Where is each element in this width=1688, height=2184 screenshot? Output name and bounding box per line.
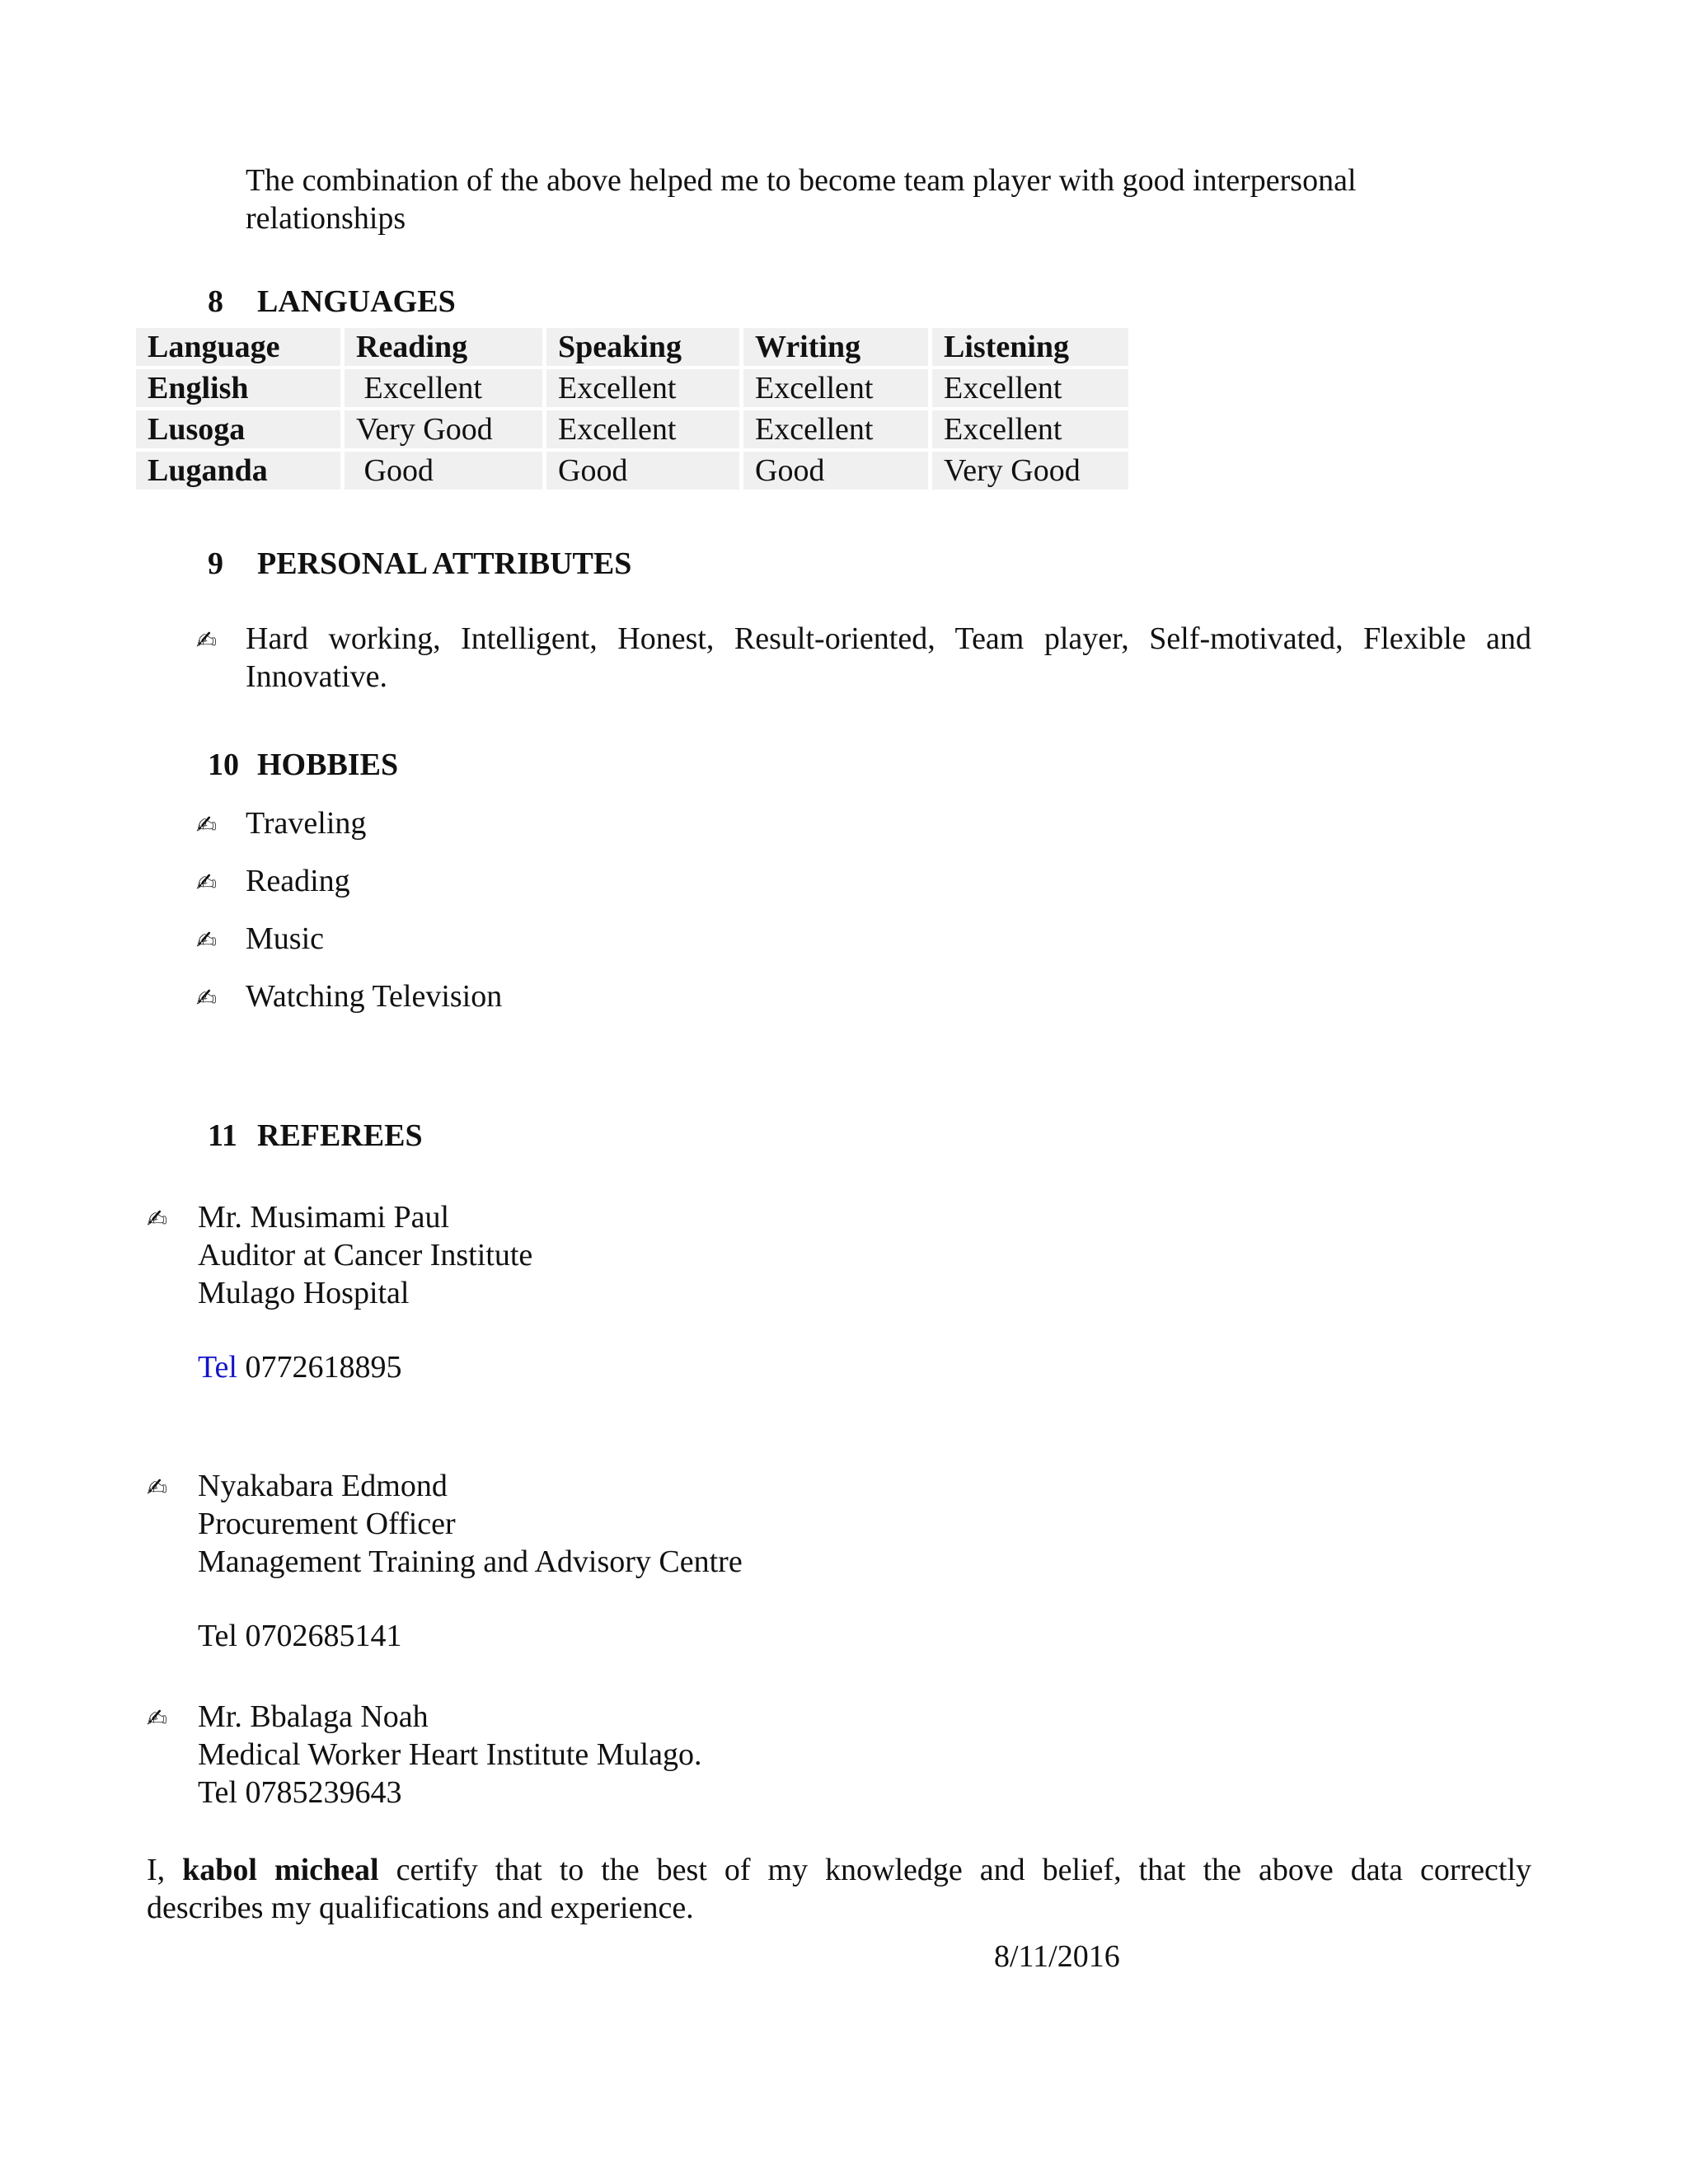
section-number: 11 bbox=[208, 1118, 237, 1153]
table-row bbox=[136, 452, 1128, 490]
languages-heading bbox=[208, 284, 456, 320]
section-title: LANGUAGES bbox=[257, 284, 456, 319]
table-cell: Good bbox=[743, 452, 928, 490]
certification-line-1: I, kabol micheal certify that to the best of my knowledge and belief, that the above data correctly bbox=[147, 1853, 1532, 1887]
table-row bbox=[136, 369, 1128, 407]
section-number: 9 bbox=[208, 546, 223, 581]
language-name: English bbox=[136, 369, 340, 407]
list-item: ✍ Traveling bbox=[196, 804, 366, 845]
table-cell: Good bbox=[345, 452, 542, 490]
hobbies-heading bbox=[208, 747, 398, 783]
table-cell: Excellent bbox=[546, 410, 739, 448]
attributes-line-2: Innovative. bbox=[246, 659, 388, 694]
header-cell: Writing bbox=[743, 328, 928, 366]
referee-phone: Tel 0702685141 bbox=[198, 1619, 402, 1653]
writing-hand-icon: ✍ bbox=[196, 926, 218, 955]
attributes-heading bbox=[208, 546, 631, 582]
writing-hand-icon: ✍ bbox=[147, 1474, 168, 1502]
language-name: Luganda bbox=[136, 452, 340, 490]
section-title: PERSONAL ATTRIBUTES bbox=[257, 546, 632, 581]
table-cell: Excellent bbox=[546, 369, 739, 407]
referee-name: Nyakabara Edmond bbox=[198, 1469, 448, 1503]
referee-role: Auditor at Cancer Institute bbox=[198, 1238, 533, 1272]
referee-name: Mr. Musimami Paul bbox=[198, 1200, 450, 1235]
section-title: REFEREES bbox=[257, 1118, 423, 1153]
header-cell: Listening bbox=[932, 328, 1128, 366]
certification-line-2: describes my qualifications and experience. bbox=[147, 1891, 694, 1925]
attributes-item bbox=[196, 620, 1531, 694]
header-cell: Speaking bbox=[546, 328, 739, 366]
section-title: HOBBIES bbox=[257, 748, 399, 782]
intro-line-2: relationships bbox=[246, 201, 406, 236]
referee-org: Mulago Hospital bbox=[198, 1276, 410, 1310]
referee-role: Medical Worker Heart Institute Mulago. bbox=[198, 1737, 702, 1772]
table-cell: Excellent bbox=[345, 369, 542, 407]
header-cell: Reading bbox=[345, 328, 542, 366]
section-number: 8 bbox=[208, 284, 223, 319]
referee-phone: Tel 0785239643 bbox=[198, 1775, 402, 1810]
header-cell: Language bbox=[136, 328, 340, 366]
table-row bbox=[136, 410, 1128, 448]
table-cell: Excellent bbox=[743, 369, 928, 407]
referee-name: Mr. Bbalaga Noah bbox=[198, 1699, 429, 1734]
referee-entry bbox=[147, 1698, 702, 1810]
referee-org: Management Training and Advisory Centre bbox=[198, 1544, 743, 1579]
section-number: 10 bbox=[208, 748, 239, 782]
tel-link[interactable]: Tel bbox=[198, 1350, 237, 1385]
list-item: ✍ Reading bbox=[196, 862, 350, 902]
intro-paragraph bbox=[246, 162, 1482, 237]
writing-hand-icon: ✍ bbox=[196, 626, 218, 655]
language-name: Lusoga bbox=[136, 410, 340, 448]
table-cell: Excellent bbox=[743, 410, 928, 448]
languages-table bbox=[132, 325, 1132, 493]
list-item: ✍ Watching Television bbox=[196, 977, 502, 1018]
writing-hand-icon: ✍ bbox=[147, 1704, 168, 1733]
certification bbox=[147, 1851, 1531, 1927]
table-cell: Good bbox=[546, 452, 739, 490]
writing-hand-icon: ✍ bbox=[196, 811, 218, 840]
list-item: ✍ Music bbox=[196, 920, 324, 960]
writing-hand-icon: ✍ bbox=[196, 869, 218, 898]
candidate-name: kabol micheal bbox=[182, 1853, 379, 1887]
table-cell: Very Good bbox=[932, 452, 1128, 490]
referee-entry bbox=[147, 1467, 743, 1653]
table-cell: Very Good bbox=[345, 410, 542, 448]
table-cell: Excellent bbox=[932, 410, 1128, 448]
referee-entry bbox=[147, 1198, 533, 1385]
table-cell: Excellent bbox=[932, 369, 1128, 407]
writing-hand-icon: ✍ bbox=[196, 984, 218, 1013]
signature-date: 8/11/2016 bbox=[994, 1939, 1120, 1974]
attributes-line-1: Hard working, Intelligent, Honest, Result-oriented, Team player, Self-motivated, Flexible and bbox=[246, 621, 1531, 656]
table-header-row bbox=[136, 328, 1128, 366]
intro-line-1: The combination of the above helped me to become team player with good interpersonal bbox=[246, 163, 1357, 198]
writing-hand-icon: ✍ bbox=[147, 1205, 168, 1234]
referees-heading bbox=[208, 1118, 423, 1154]
referee-role: Procurement Officer bbox=[198, 1507, 456, 1541]
referee-phone: Tel 0772618895 bbox=[198, 1350, 402, 1385]
